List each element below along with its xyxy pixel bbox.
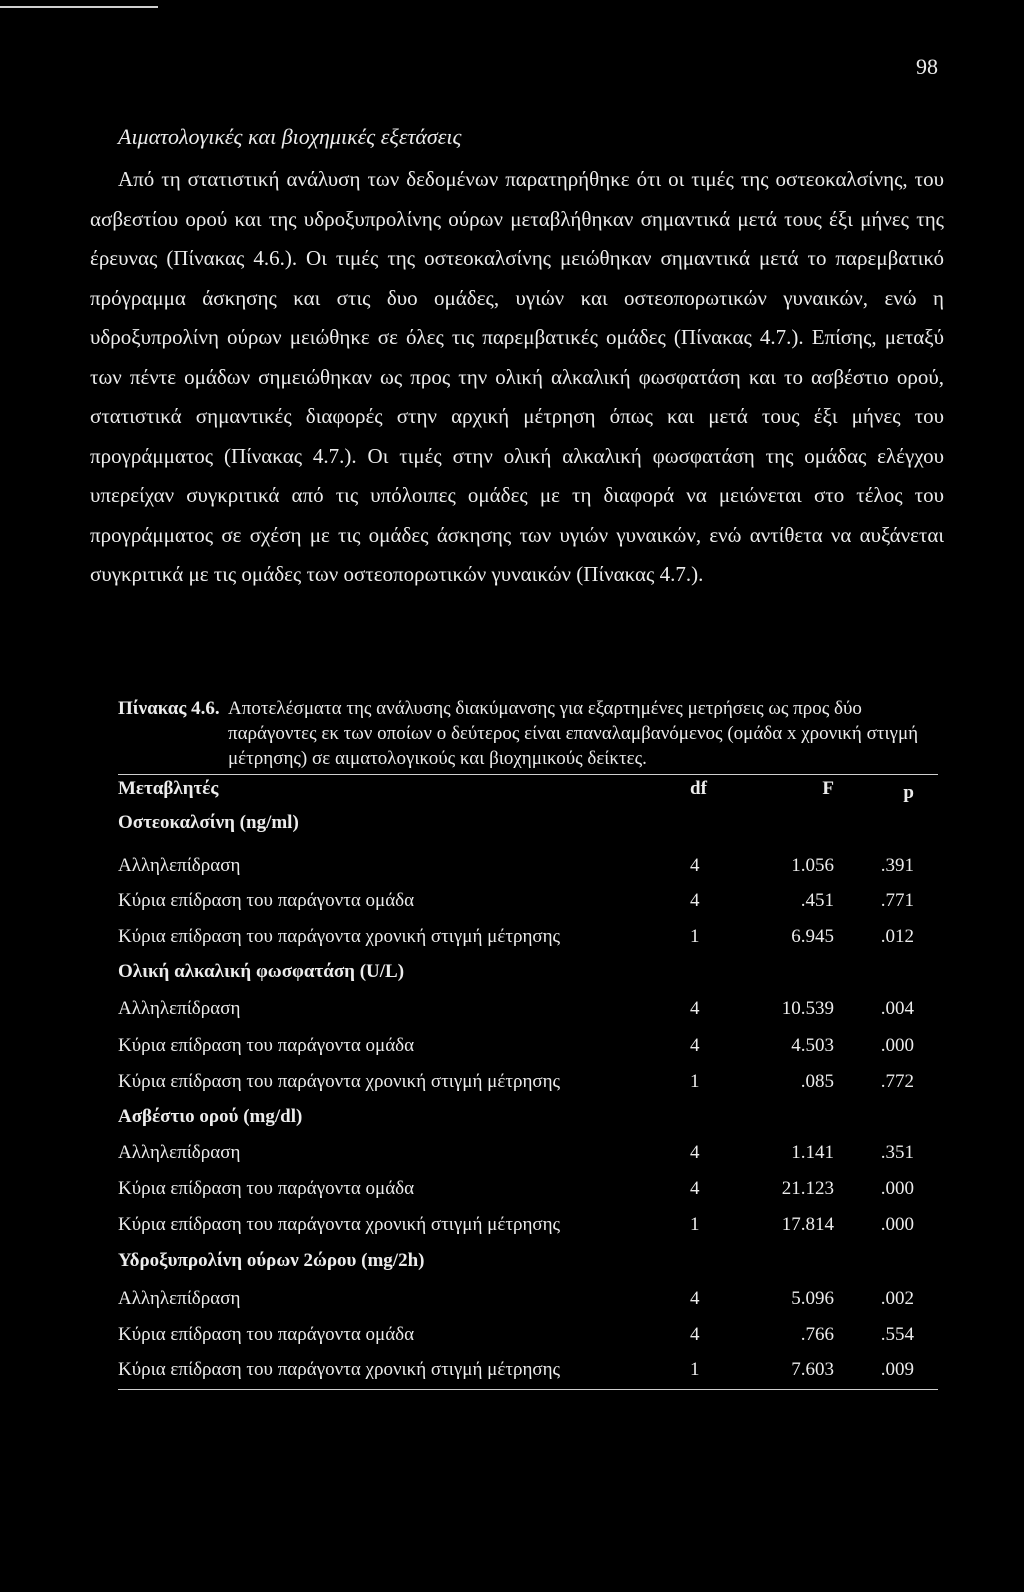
group-title-hydroxyproline: Υδροξυπρολίνη ούρων 2ώρου (mg/2h) <box>118 1250 425 1271</box>
row-df: 1 <box>690 1071 700 1092</box>
row-p: .004 <box>880 998 914 1019</box>
group-title-osteocalcin: Οστεοκαλσίνη (ng/ml) <box>118 812 299 833</box>
table-bottom-rule <box>118 1389 938 1390</box>
row-f: 21.123 <box>781 1178 834 1199</box>
table-caption-label: Πίνακας 4.6. <box>118 698 220 719</box>
row-label: Κύρια επίδραση του παράγοντα χρονική στιγμή μέτρησης <box>118 1214 561 1235</box>
row-label: Κύρια επίδραση του παράγοντα χρονική στιγμή μέτρησης <box>118 926 561 947</box>
row-f: .451 <box>800 890 834 911</box>
row-label: Κύρια επίδραση του παράγοντα χρονική στιγμή μέτρησης <box>118 1071 561 1092</box>
row-df: 4 <box>690 1324 700 1345</box>
row-f: 17.814 <box>781 1214 834 1235</box>
page-number: 98 <box>916 54 938 79</box>
table-caption <box>118 696 944 771</box>
row-df: 4 <box>690 1035 700 1056</box>
row-p: .000 <box>880 1178 914 1199</box>
row-df: 4 <box>690 855 700 876</box>
row-df: 1 <box>690 926 700 947</box>
row-label: Αλληλεπίδραση <box>118 998 241 1019</box>
group-title-serum-calcium: Ασβέστιο ορού (mg/dl) <box>118 1106 303 1127</box>
row-p: .000 <box>880 1214 914 1235</box>
top-rule <box>0 6 158 8</box>
row-df: 4 <box>690 1178 700 1199</box>
row-df: 4 <box>690 1288 700 1309</box>
row-f: .085 <box>800 1071 834 1092</box>
row-p: .002 <box>880 1288 914 1309</box>
row-label: Αλληλεπίδραση <box>118 855 241 876</box>
row-p: .554 <box>880 1324 914 1345</box>
row-p: .771 <box>880 890 914 911</box>
header-f: F <box>822 778 834 799</box>
row-p: .351 <box>880 1142 914 1163</box>
row-label: Κύρια επίδραση του παράγοντα ομάδα <box>118 890 415 911</box>
table-top-rule <box>118 774 938 775</box>
header-df: df <box>690 778 707 799</box>
header-variables: Μεταβλητές <box>118 778 219 799</box>
row-label: Κύρια επίδραση του παράγοντα ομάδα <box>118 1324 415 1345</box>
row-f: 1.141 <box>791 1142 834 1163</box>
row-df: 1 <box>690 1359 700 1380</box>
row-p: .009 <box>880 1359 914 1380</box>
row-df: 4 <box>690 998 700 1019</box>
row-f: 6.945 <box>791 926 834 947</box>
row-p: .000 <box>880 1035 914 1056</box>
row-p: .012 <box>880 926 914 947</box>
row-label: Κύρια επίδραση του παράγοντα ομάδα <box>118 1035 415 1056</box>
body-paragraph: Από τη στατιστική ανάλυση των δεδομένων παρατηρήθηκε ότι οι τιμές της οστεοκαλσίνης, του ασβεστίου ορού και της υδροξυπρολίνης ούρων μεταβλήθηκαν σημαντικά μετά τους έξι μήνες της έρευνας (Πίνακας 4.6.). Οι τιμές της οστεοκαλσίνης μειώθηκαν σημαντικά μετά το παρεμβατικό πρόγραμμα άσκησης και στις δυο ομάδες, υγιών και οστεοπορωτικών γυναικών, ενώ η υδροξυπρολίνη ούρων μειώθηκε σε όλες τις παρεμβατικές ομάδες (Πίνακας 4.7.). Επίσης, μεταξύ των πέντε ομάδων σημειώθηκαν ως προς την ολική αλκαλική φωσφατάση και το ασβέστιο ορού, στατιστικά σημαντικές διαφορές στην αρχική μέτρηση όπως και μετά τους έξι μήνες του προγράμματος (Πίνακας 4.7.). Οι τιμές στην ολική αλκαλική φωσφατάση της ομάδας ελέγχου υπερείχαν συγκριτικά από τις υπόλοιπες ομάδες με τη διαφορά να μειώνεται στο τέλος του προγράμματος σε σχέση με τις ομάδες άσκησης των υγιών γυναικών, ενώ αντίθετα να αυξάνεται συγκριτικά με τις ομάδες των οστεοπορωτικών γυναικών (Πίνακας 4.7.). <box>90 167 944 586</box>
row-f: 1.056 <box>791 855 834 876</box>
row-f: 10.539 <box>781 998 834 1019</box>
row-f: 4.503 <box>791 1035 834 1056</box>
group-title-alkaline-phosphatase: Ολική αλκαλική φωσφατάση (U/L) <box>118 961 405 982</box>
section-heading: Αιματολογικές και βιοχημικές εξετάσεις <box>118 124 462 149</box>
row-df: 1 <box>690 1214 700 1235</box>
header-p: p <box>903 782 914 803</box>
table-caption-text: Αποτελέσματα της ανάλυσης διακύμανσης για εξαρτημένες μετρήσεις ως προς δύο παράγοντες εκ των οποίων ο δεύτερος είναι επαναλαμβανόμενος (ομάδα x χρονική στιγμή μέτρησης) σε αιματολογικούς και βιοχημικούς δείκτες. <box>228 698 919 769</box>
row-label: Αλληλεπίδραση <box>118 1142 241 1163</box>
row-label: Κύρια επίδραση του παράγοντα χρονική στιγμή μέτρησης <box>118 1359 561 1380</box>
row-label: Κύρια επίδραση του παράγοντα ομάδα <box>118 1178 415 1199</box>
row-f: .766 <box>800 1324 834 1345</box>
row-df: 4 <box>690 890 700 911</box>
row-p: .772 <box>880 1071 914 1092</box>
row-f: 7.603 <box>791 1359 834 1380</box>
row-label: Αλληλεπίδραση <box>118 1288 241 1309</box>
row-p: .391 <box>880 855 914 876</box>
row-f: 5.096 <box>791 1288 834 1309</box>
row-df: 4 <box>690 1142 700 1163</box>
